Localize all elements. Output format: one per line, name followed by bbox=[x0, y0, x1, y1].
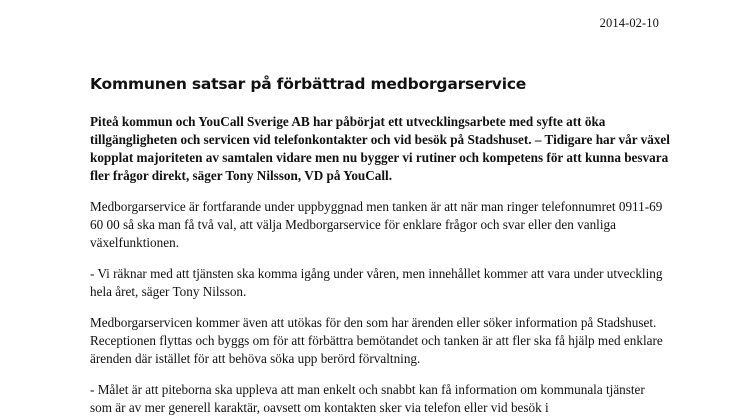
lead-paragraph: Piteå kommun och YouCall Sverige AB har påbörjat ett utvecklingsarbete med syfte att öka tillgängligheten och servicen vid telefonkontakter och vid besök på Stadshuset. – Tidigare har vår växel kopplat majoriteten av samtalen vidare men nu bygger vi rutiner och kompetens för att kunna besvara fler frågor direkt, säger Tony Nilsson, VD på YouCall. bbox=[90, 114, 670, 183]
document-date: 2014-02-10 bbox=[599, 16, 659, 30]
body-paragraph-3: Medborgarservicen kommer även att utökas för den som har ärenden eller söker information på Stadshuset. Receptionen flyttas och byggs om för att förbättra bemötandet och tanken är att fler ska få hjälp med enklare ärenden där istället för att behöva söka upp berörd förvaltning. bbox=[90, 315, 663, 366]
body-paragraph-4: - Målet är att piteborna ska uppleva att man enkelt och snabbt kan få information om kommunala tjänster som är av mer generell karaktär, oavsett om kontakten sker via telefon eller vid besök i bbox=[90, 382, 645, 415]
body-paragraph-2: - Vi räknar med att tjänsten ska komma igång under våren, men innehållet kommer att vara under utveckling hela året, säger Tony Nilsson. bbox=[90, 266, 663, 299]
document-body bbox=[90, 113, 670, 419]
body-paragraph-1: Medborgarservice är fortfarande under uppbyggnad men tanken är att när man ringer telefonnumret 0911-69 60 00 så ska man få två val, att välja Medborgarservice för enklare frågor och svar eller den vanliga växelfunktionen. bbox=[90, 199, 663, 250]
document-headline: Kommunen satsar på förbättrad medborgarservice bbox=[90, 75, 527, 93]
